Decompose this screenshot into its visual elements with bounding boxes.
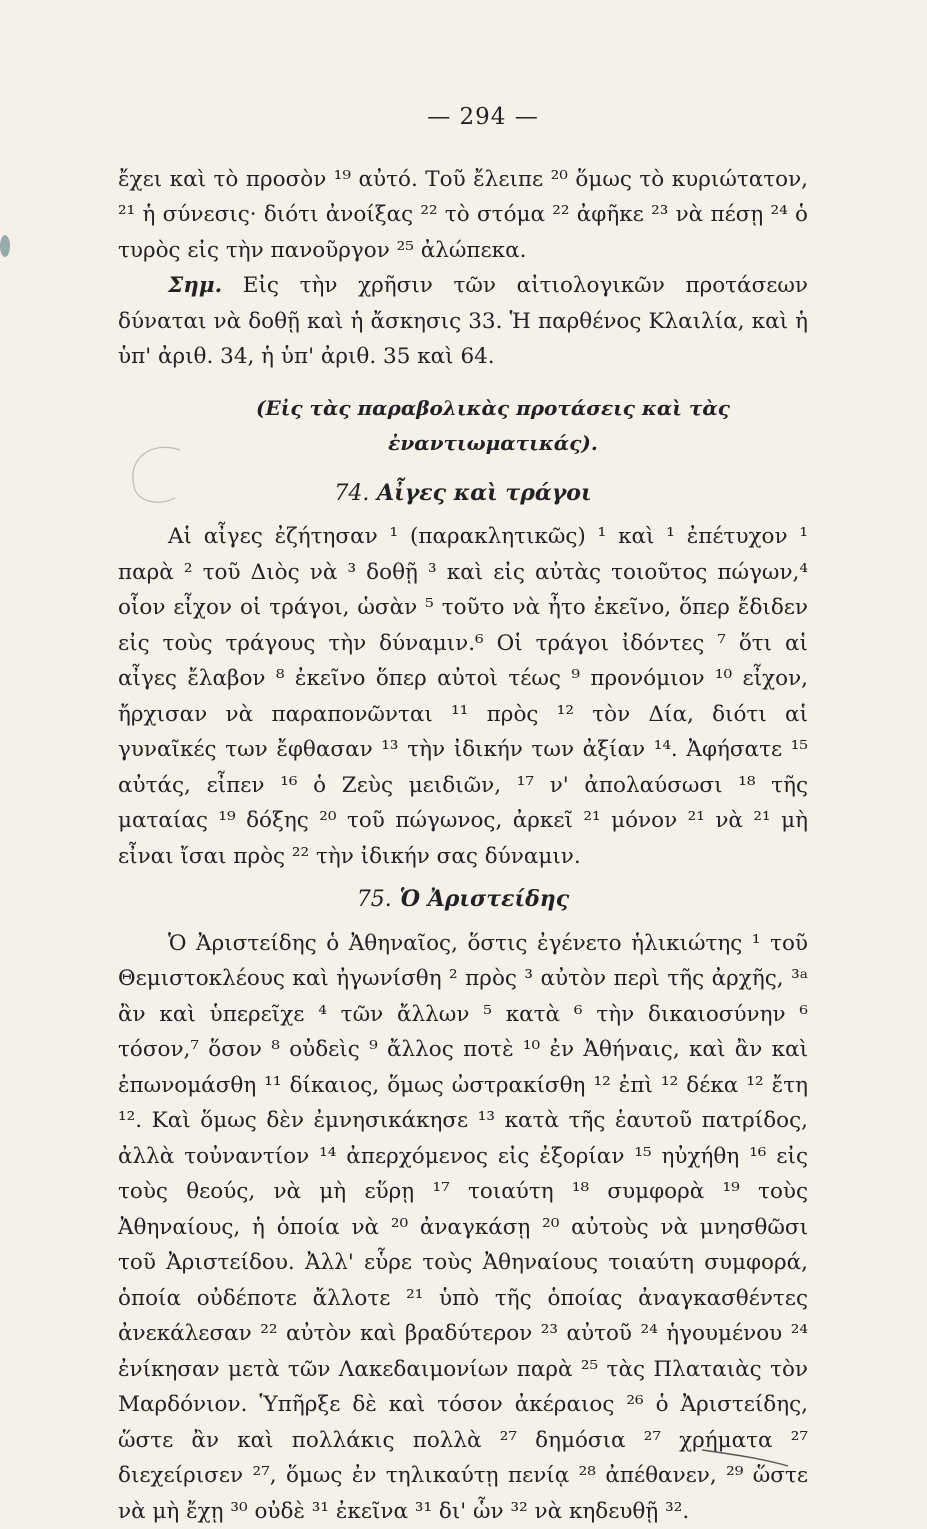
section-text-74: Αἱ αἶγες ἐζήτησαν ¹ (παρακλητικῶς) ¹ καὶ ¹ ἐπέτυχον ¹ παρὰ ² τοῦ Διὸς νὰ ³ δοθῇ ³ καὶ εἰς αὐτὰς τοιοῦτος πώγων,⁴ οἷον εἶχον οἱ τράγοι, ὡσὰν ⁵ τοῦτο νὰ ἦτο ἐκεῖνο, ὅπερ ἔδιδεν εἰς τοὺς τράγους τὴν δύναμιν.⁶ Οἱ τράγοι ἰδόντες ⁷ ὅτι αἱ αἶγες ἔλαβον ⁸ ἐκεῖνο ὅπερ αὐτοὶ τέως ⁹ προνόμιον ¹⁰ εἶχον, ἤρχισαν νὰ παραπονῶνται ¹¹ πρὸς ¹² τὸν Δία, διότι αἱ γυναῖκές των ἔφθασαν ¹³ τὴν ἰδικήν των ἀξίαν ¹⁴. Ἀφήσατε ¹⁵ αὐτάς, εἶπεν ¹⁶ ὁ Ζεὺς μειδιῶν, ¹⁷ ν' ἀπολαύσωσι ¹⁸ τῆς ματαίας ¹⁹ δόξης ²⁰ τοῦ πώγωνος, ἀρκεῖ ²¹ μόνον ²¹ νὰ ²¹ μὴ εἶναι ἴσαι πρὸς ²² τὴν ἰδικήν σας δύναμιν. [118, 519, 808, 874]
section-title-text: Αἶγες καὶ τράγοι [377, 480, 592, 506]
section-number: 74. [334, 481, 369, 506]
page-number: — 294 — [158, 100, 808, 136]
carryover-paragraph: ἔχει καὶ τὸ προσὸν ¹⁹ αὐτό. Τοῦ ἔλειπε ²⁰ ὅμως τὸ κυριώτατον, ²¹ ἡ σύνεσις· διότι ἀνοίξας ²² τὸ στόμα ²² ἀφῆκε ²³ νὰ πέσῃ ²⁴ ὁ τυρὸς εἰς τὴν πανοῦργον ²⁵ ἀλώπεκα. [118, 162, 808, 269]
note-label: Σημ. [168, 273, 222, 298]
note-paragraph [118, 268, 808, 375]
section-title-75 [118, 882, 808, 918]
subheading: (Εἰς τὰς παραβολικὰς προτάσεις καὶ τὰς ἐναντιωματικάς). [178, 391, 808, 462]
section-text-75: Ὁ Ἀριστείδης ὁ Ἀθηναῖος, ὅστις ἐγένετο ἡλικιώτης ¹ τοῦ Θεμιστοκλέους καὶ ἠγωνίσθη ² πρὸς ³ αὐτὸν περὶ τῆς ἀρχῆς, ³ᵃ ἂν καὶ ὑπερεῖχε ⁴ τῶν ἄλλων ⁵ κατὰ ⁶ τὴν δικαιοσύνην ⁶ τόσον,⁷ ὅσον ⁸ οὐδεὶς ⁹ ἄλλος ποτὲ ¹⁰ ἐν Ἀθήναις, καὶ ἂν καὶ ἐπωνομάσθη ¹¹ δίκαιος, ὅμως ὠστρακίσθη ¹² ἐπὶ ¹² δέκα ¹² ἔτη ¹². Καὶ ὅμως δὲν ἐμνησικάκησε ¹³ κατὰ τῆς ἑαυτοῦ πατρίδος, ἀλλὰ τοὐναντίον ¹⁴ ἀπερχόμενος εἰς ἐξορίαν ¹⁵ ηὐχήθη ¹⁶ εἰς τοὺς θεούς, νὰ μὴ εὕρῃ ¹⁷ τοιαύτη ¹⁸ συμφορὰ ¹⁹ τοὺς Ἀθηναίους, ἡ ὁποία νὰ ²⁰ ἀναγκάσῃ ²⁰ αὐτοὺς νὰ μνησθῶσι τοῦ Ἀριστείδου. Ἀλλ' εὗρε τοὺς Ἀθηναίους τοιαύτη συμφορά, ὁποία οὐδέποτε ἄλλοτε ²¹ ὑπὸ τῆς ὁποίας ἀναγκασθέντες ἀνεκάλεσαν ²² αὐτὸν καὶ βραδύτερον ²³ αὐτοῦ ²⁴ ἡγουμένου ²⁴ ἐνίκησαν μετὰ τῶν Λακεδαιμονίων παρὰ ²⁵ τὰς Πλαταιὰς τὸν Μαρδόνιον. Ὑπῆρξε δὲ καὶ τόσον ἀκέραιος ²⁶ ὁ Ἀριστείδης, ὥστε ἂν καὶ πολλάκις πολλὰ ²⁷ δημόσια ²⁷ χρήματα ²⁷ διεχείρισεν ²⁷, ὅμως ἐν τηλικαύτῃ πενίᾳ ²⁸ ἀπέθανεν, ²⁹ ὥστε νὰ μὴ ἔχῃ ³⁰ οὐδὲ ³¹ ἐκεῖνα ³¹ δι' ὧν ³² νὰ κηδευθῇ ³². [118, 926, 808, 1529]
pencil-mark [120, 440, 190, 510]
note-text: Εἰς τὴν χρῆσιν τῶν αἰτιολογικῶν προτάσεων δύναται νὰ δοθῇ καὶ ἡ ἄσκησις 33. Ἡ παρθένος Κλαιλία, καὶ ἡ ὑπ' ἀριθ. 34, ἡ ὑπ' ἀριθ. 35 καὶ 64. [118, 273, 808, 369]
section-number: 75. [357, 887, 392, 912]
pencil-stroke [700, 1440, 790, 1470]
ink-speck [0, 235, 10, 257]
book-page [118, 100, 808, 1529]
section-title-74 [118, 476, 808, 512]
section-title-text: Ὁ Ἀριστείδης [399, 886, 569, 912]
